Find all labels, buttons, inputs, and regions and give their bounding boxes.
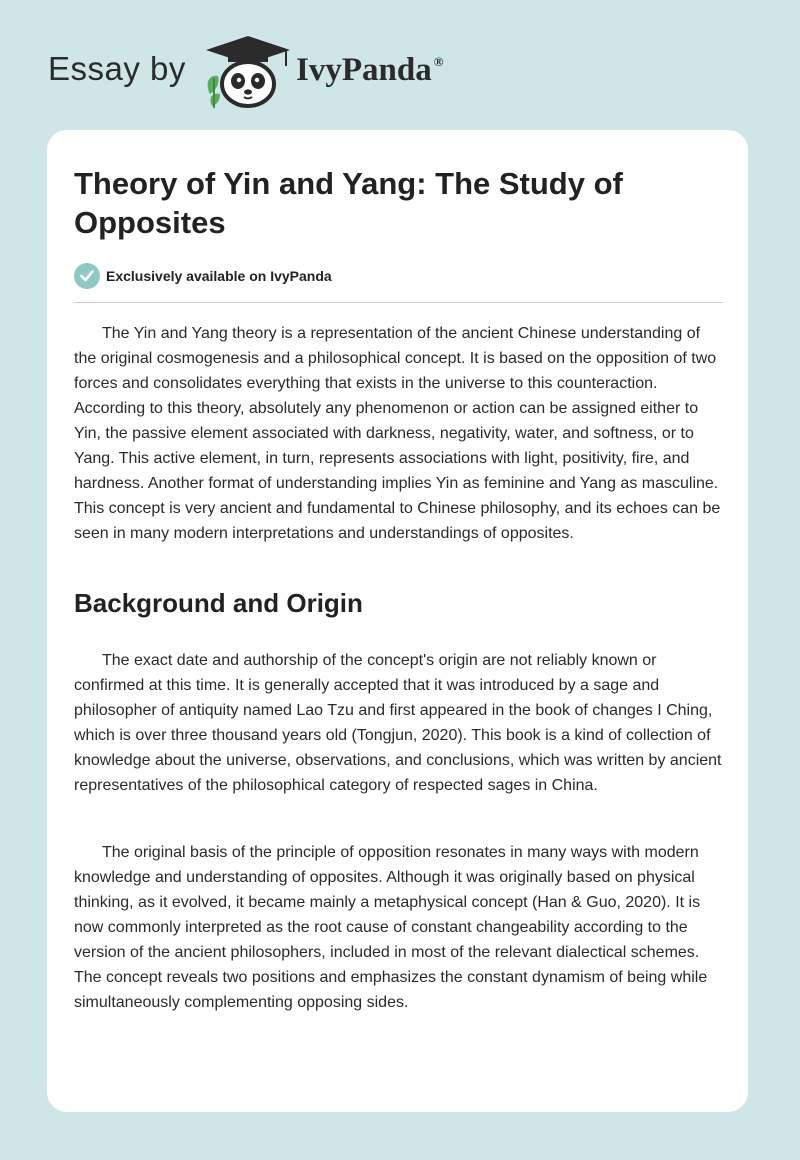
- check-icon: [74, 263, 100, 289]
- panda-logo-icon[interactable]: [200, 34, 296, 110]
- essay-card: [47, 130, 748, 1112]
- paragraph-2: The exact date and authorship of the concept's origin are not reliably known or confirmed at this time. It is generally accepted that it was introduced by a sage and philosopher of antiquity named Lao Tzu and first appeared in the book of changes I Ching, which is over three thousand years old (Tongjun, 2020). This book is a kind of collection of knowledge about the universe, observations, and conclusions, which was written by ancient representatives of the philosophical category of respected sages in China.: [74, 652, 722, 794]
- site-header: [0, 0, 800, 130]
- brand-name[interactable]: [296, 52, 443, 89]
- registered-mark: ®: [433, 54, 444, 69]
- page-title: Theory of Yin and Yang: The Study of Opposites: [74, 166, 623, 240]
- paragraph-3: The original basis of the principle of opposition resonates in many ways with modern knowledge and understanding of opposites. Although it was originally based on physical thinking, as it evolved, it became mainly a metaphysical concept (Han & Guo, 2020). It is now commonly interpreted as the root cause of constant changeability according to the version of the ancient philosophers, included in most of the relevant dialectical schemes. The concept reveals two positions and emphasizes the constant dynamism of being while simultaneously complementing opposing sides.: [74, 844, 708, 1011]
- essay-by-label: Essay by: [48, 50, 186, 87]
- divider: [74, 302, 723, 303]
- section-heading: Background and Origin: [74, 588, 363, 618]
- brand-label: IvyPanda: [296, 52, 432, 88]
- exclusive-label: Exclusively available on IvyPanda: [106, 268, 332, 284]
- intro-paragraph: The Yin and Yang theory is a representation of the ancient Chinese understanding of the original cosmogenesis and a philosophical concept. It is based on the opposition of two forces and consolidates everything that exists in the universe to this counteraction. According to this theory, absolutely any phenomenon or action can be assigned either to Yin, the passive element associated with darkness, negativity, water, and softness, or to Yang. This active element, in turn, represents associations with light, positivity, fire, and hardness. Another format of understanding implies Yin as feminine and Yang as masculine. This concept is very ancient and fundamental to Chinese philosophy, and its echoes can be seen in many modern interpretations and understandings of opposites.: [74, 325, 721, 542]
